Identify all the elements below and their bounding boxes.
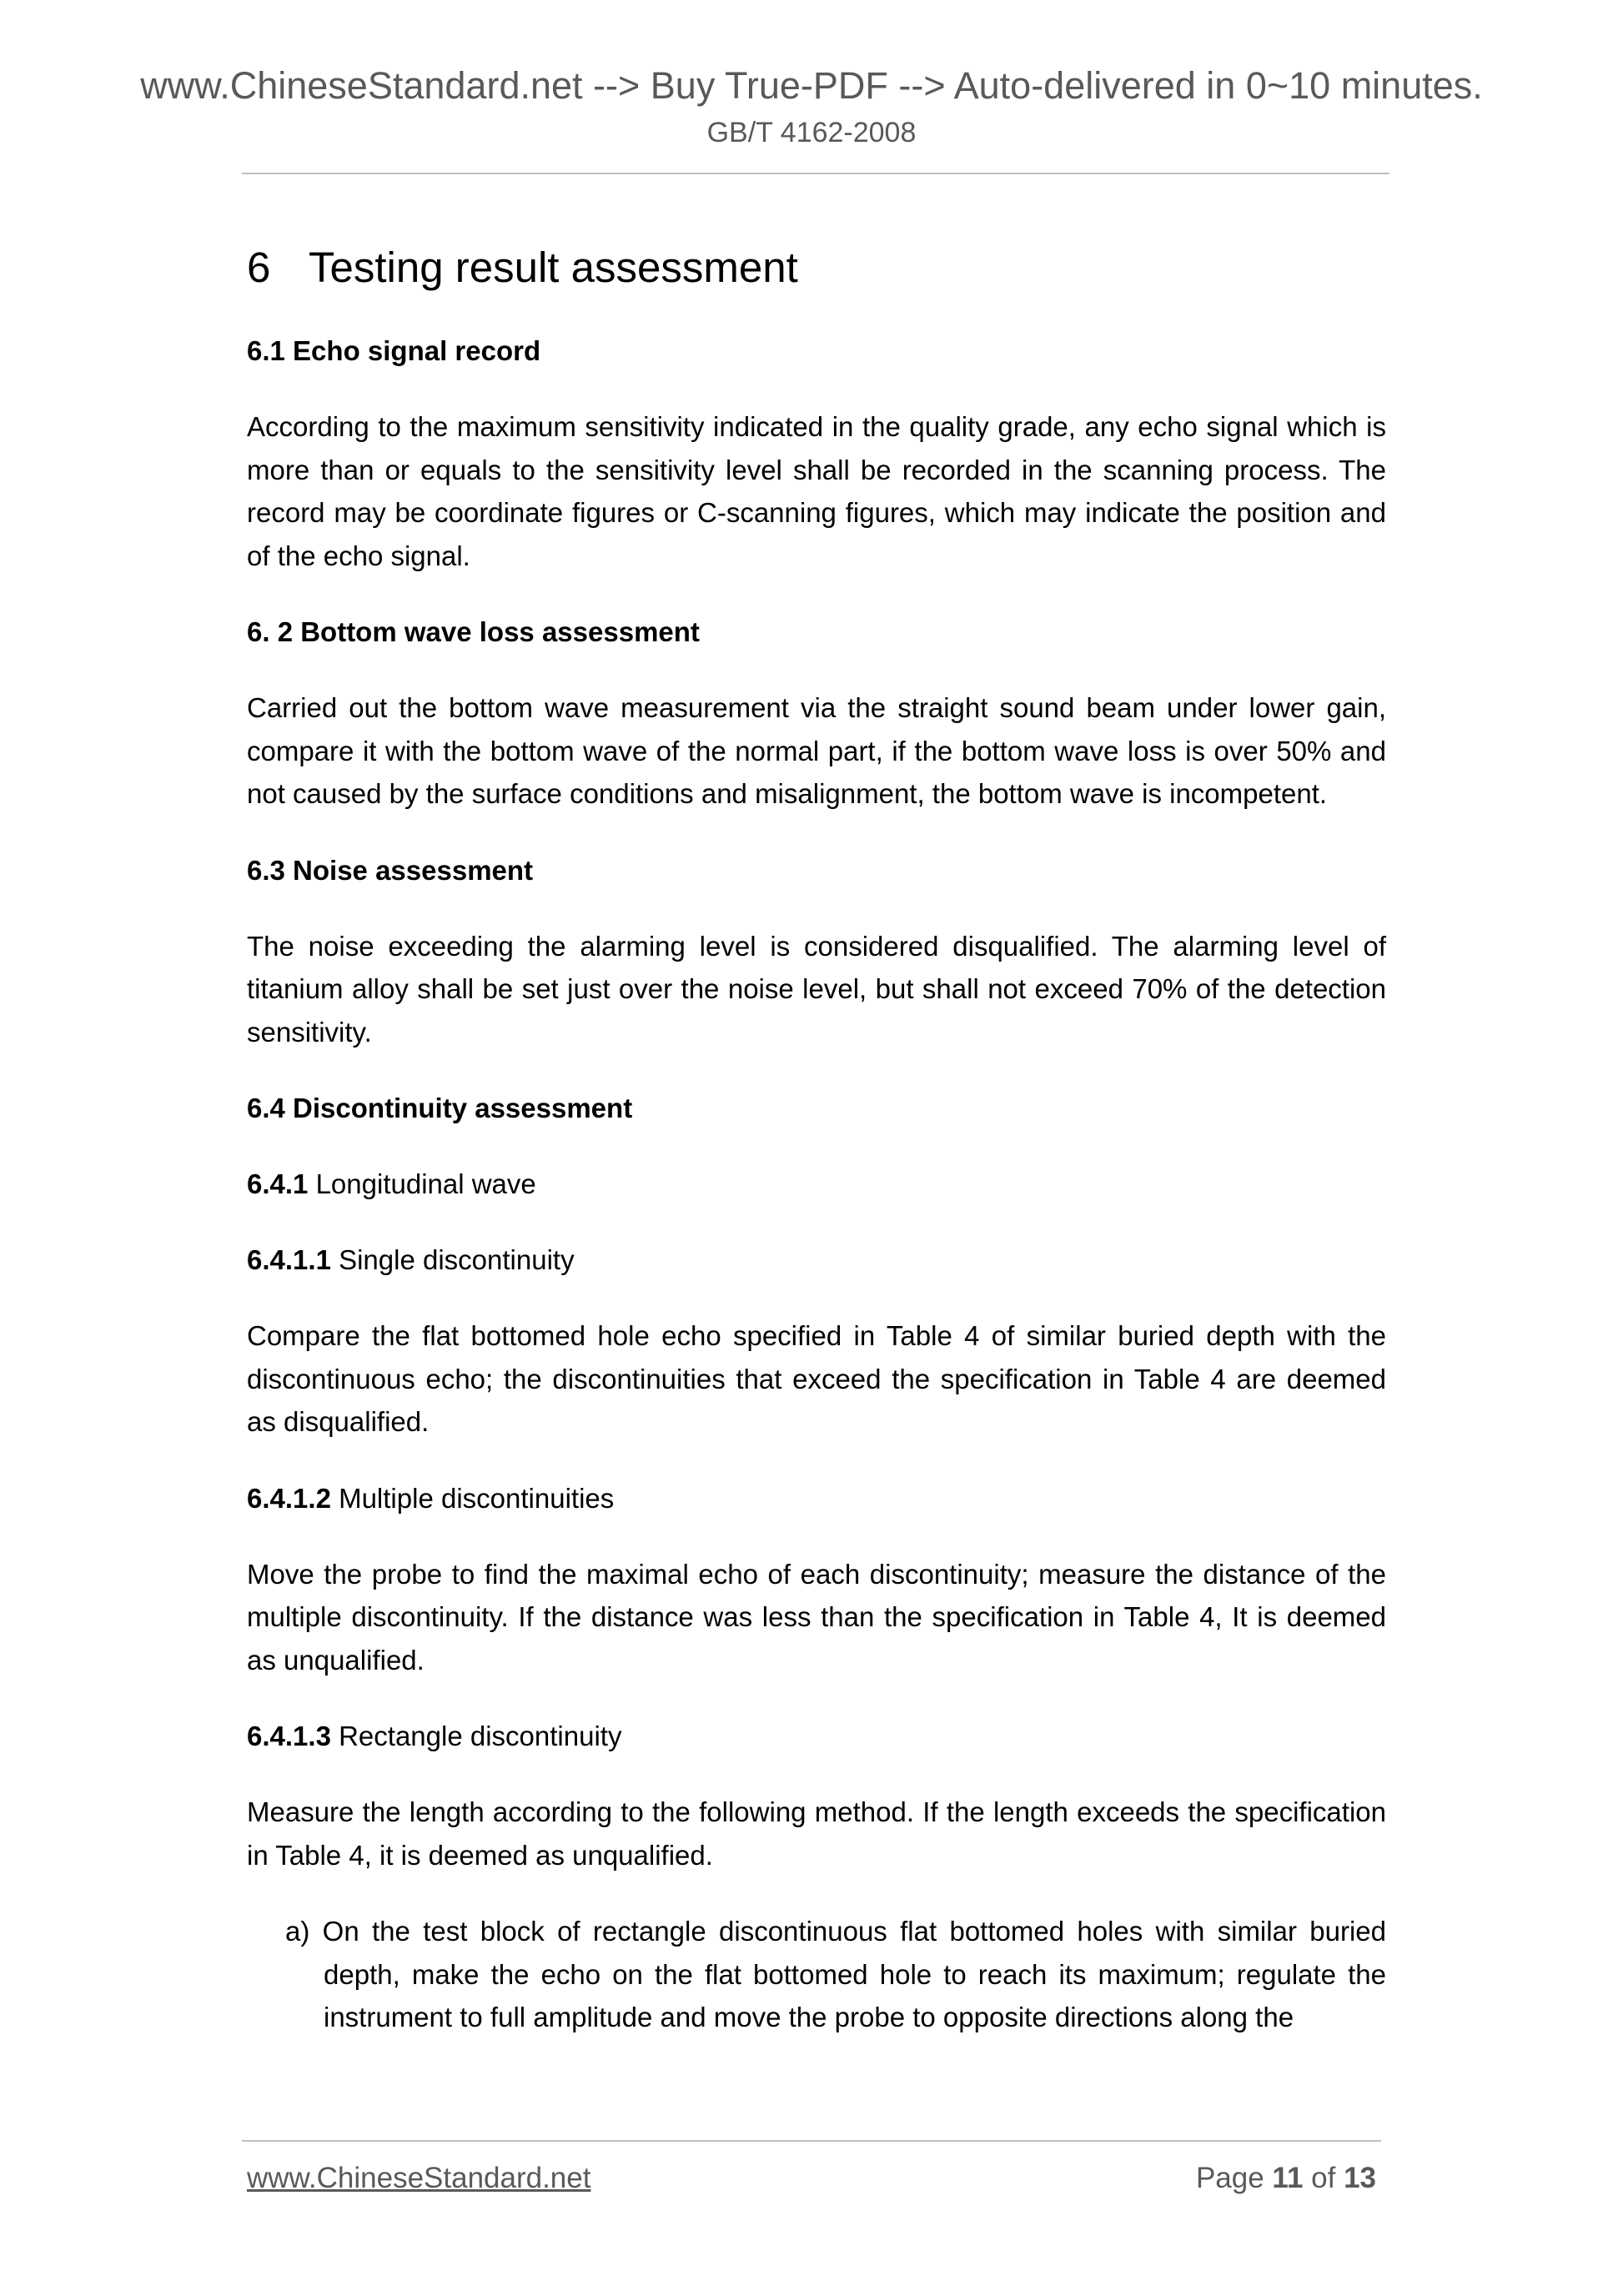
clause-label: Single discontinuity: [330, 1244, 575, 1275]
page-indicator: [1196, 2160, 1376, 2197]
clause-number: 6.4.1.3: [247, 1721, 331, 1751]
heading-6-3: 6.3 Noise assessment: [247, 854, 534, 886]
footer-site-link[interactable]: www.ChineseStandard.net: [247, 2162, 591, 2194]
paragraph-6-1: According to the maximum sensitivity indicated in the quality grade, any echo signal which is more than or equals to the sensitivity level shall be recorded in the scanning process. The record may be coordinate figures or C-scanning figures, which may indicate the position and of the echo signal.: [247, 411, 1386, 571]
heading-6-2: 6. 2 Bottom wave loss assessment: [247, 616, 700, 647]
paragraph-6-2: Carried out the bottom wave measurement via the straight sound beam under lower gain, compare it with the bottom wave of the normal part, if the bottom wave loss is over 50% and not caused by the surface conditions and misalignment, the bottom wave is incompetent.: [247, 692, 1386, 809]
header-divider: [242, 173, 1389, 174]
clause-label: Rectangle discontinuity: [330, 1721, 622, 1751]
section-title-text: Testing result assessment: [309, 244, 798, 291]
standard-number: GB/T 4162-2008: [706, 117, 917, 148]
clause-6-4-1-1: [247, 1238, 1386, 1281]
heading-6-1: 6.1 Echo signal record: [247, 335, 541, 366]
clause-label: Multiple discontinuities: [330, 1482, 615, 1514]
paragraph-6-4-1-2: Move the probe to find the maximal echo of each discontinuity; measure the distance of the multiple discontinuity. If the distance was less than the specification in Table 4, It is deemed as unqualified.: [247, 1558, 1386, 1676]
section-title: [247, 238, 1386, 298]
clause-6-4-1-2: [247, 1477, 1386, 1520]
page-prefix: Page: [1195, 2162, 1273, 2194]
document-body: [247, 238, 1386, 2039]
clause-number: 6.4.1.2: [247, 1482, 331, 1514]
clause-6-4-1-3: [247, 1715, 1386, 1757]
header-banner: www.ChineseStandard.net --> Buy True-PDF --> Auto-delivered in 0~10 minutes.: [140, 64, 1483, 107]
clause-number: 6.4.1: [247, 1168, 309, 1199]
page-of: of: [1303, 2162, 1344, 2194]
section-number: 6: [247, 244, 271, 291]
paragraph-6-4-1-3: Measure the length according to the following method. If the length exceeds the specification in Table 4, it is deemed as unqualified.: [247, 1796, 1386, 1871]
clause-6-4-1: [247, 1163, 1386, 1205]
current-page-number: 11: [1272, 2162, 1304, 2194]
paragraph-6-4-1-1: Compare the flat bottomed hole echo specified in Table 4 of similar buried depth with the discontinuous echo; the discontinuities that exceed the specification in Table 4 are deemed as disqualified.: [247, 1320, 1386, 1437]
footer-divider: [242, 2140, 1381, 2142]
list-item-a: a) On the test block of rectangle discontinuous flat bottomed holes with similar buried depth, make the echo on the flat bottomed hole to reach its maximum; regulate the instrument to full amplitude and move the probe to opposite directions along the: [285, 1916, 1386, 2032]
total-page-number: 13: [1344, 2162, 1376, 2194]
paragraph-6-3: The noise exceeding the alarming level is considered disqualified. The alarming level of titanium alloy shall be set just over the noise level, but shall not exceed 70% of the detection sensitivity.: [247, 930, 1386, 1048]
clause-number: 6.4.1.1: [247, 1244, 331, 1275]
heading-6-4: 6.4 Discontinuity assessment: [247, 1093, 633, 1123]
clause-label: Longitudinal wave: [308, 1168, 536, 1199]
